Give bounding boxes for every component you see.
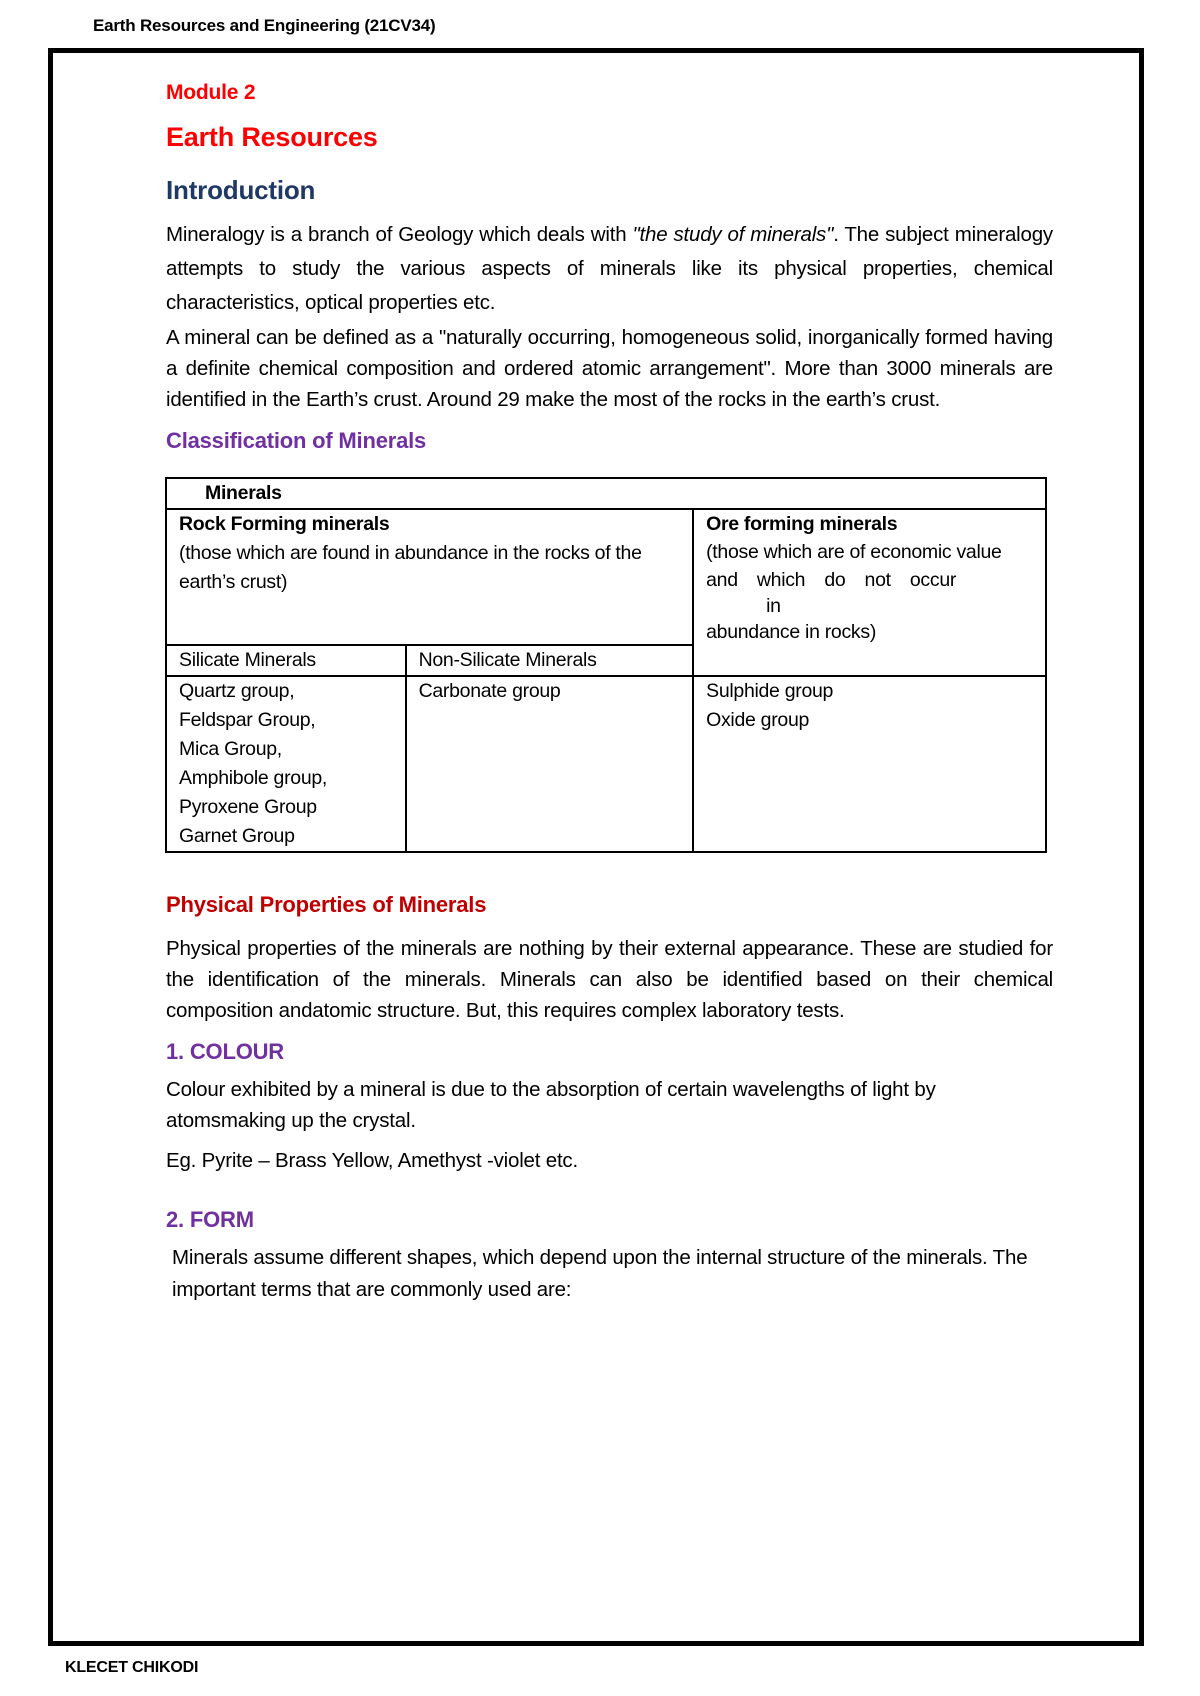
colour-heading: 1. COLOUR	[166, 1039, 284, 1064]
physical-properties-heading: Physical Properties of Minerals	[166, 892, 487, 917]
rock-forming-cell	[166, 509, 693, 645]
module-label: Module 2	[166, 81, 256, 104]
silicate-head-cell: Silicate Minerals	[166, 645, 406, 676]
colour-paragraph: Colour exhibited by a mineral is due to the absorption of certain wavelengths of light by atomsmaking up the crystal.	[166, 1078, 936, 1132]
list-item: Oxide group	[706, 709, 810, 731]
intro-paragraph-1	[166, 218, 1053, 320]
page-content	[166, 78, 1053, 1306]
colour-example: Eg. Pyrite – Brass Yellow, Amethyst -violet etc.	[166, 1149, 578, 1172]
ore-forming-title: Ore forming minerals	[706, 513, 898, 535]
list-item: Feldspar Group,	[179, 709, 316, 731]
table-root-cell: Minerals	[166, 478, 1046, 509]
intro-heading: Introduction	[166, 175, 316, 205]
page-title: Earth Resources	[166, 122, 378, 152]
intro-text-emphasis: "the study of minerals"	[632, 223, 834, 246]
ore-forming-desc-1: (those which are of economic value	[706, 541, 1002, 563]
list-item: Quartz group,	[179, 680, 295, 702]
form-paragraph: Minerals assume different shapes, which depend upon the internal structure of the minerals. The important terms that are commonly used are:	[172, 1246, 1028, 1301]
running-header: Earth Resources and Engineering (21CV34)	[93, 16, 436, 35]
intro-text-b: . The subject mineralogy attempts to study the various aspects of minerals like its physical properties, chemical characteristics, optical properties etc.	[166, 223, 1053, 314]
rock-forming-desc-1: (those which are found in abundance in the rocks of the	[179, 542, 642, 564]
ore-forming-desc-4: abundance in rocks)	[706, 621, 877, 643]
intro-text-a: Mineralogy is a branch of Geology which deals with	[166, 223, 633, 246]
classification-heading: Classification of Minerals	[166, 428, 427, 453]
nonsilicate-head-cell: Non-Silicate Minerals	[406, 645, 694, 676]
ore-forming-desc-2: and which do not occur	[706, 569, 957, 591]
form-heading: 2. FORM	[166, 1207, 254, 1232]
intro-paragraph-2: A mineral can be defined as a "naturally occurring, homogeneous solid, inorganically formed having a definite chemical composition and ordered atomic arrangement". More than 3000 minerals are identified in the Earth’s crust. Around 29 make the most of the rocks in the earth’s crust.	[166, 326, 1053, 411]
ore-forming-cell	[693, 509, 1046, 676]
minerals-table	[165, 477, 1047, 853]
rock-forming-desc-2: earth’s crust)	[179, 571, 288, 593]
ore-items-cell	[693, 676, 1046, 852]
nonsilicate-items-cell	[406, 676, 694, 852]
list-item: Amphibole group,	[179, 767, 328, 789]
list-item: Pyroxene Group	[179, 796, 317, 818]
physical-properties-paragraph: Physical properties of the minerals are nothing by their external appearance. These are studied for the identification of the minerals. Minerals can also be identified based on their chemical composition andatomic structure. But, this requires complex laboratory tests.	[166, 937, 1053, 1022]
list-item: Carbonate group	[418, 680, 561, 702]
rock-forming-title: Rock Forming minerals	[179, 513, 390, 535]
list-item: Sulphide group	[706, 680, 834, 702]
list-item: Mica Group,	[179, 738, 282, 760]
list-item: Garnet Group	[179, 825, 295, 847]
ore-forming-desc-3: in	[766, 595, 781, 617]
running-footer: KLECET CHIKODI	[65, 1659, 199, 1676]
silicate-items-cell	[166, 676, 406, 852]
